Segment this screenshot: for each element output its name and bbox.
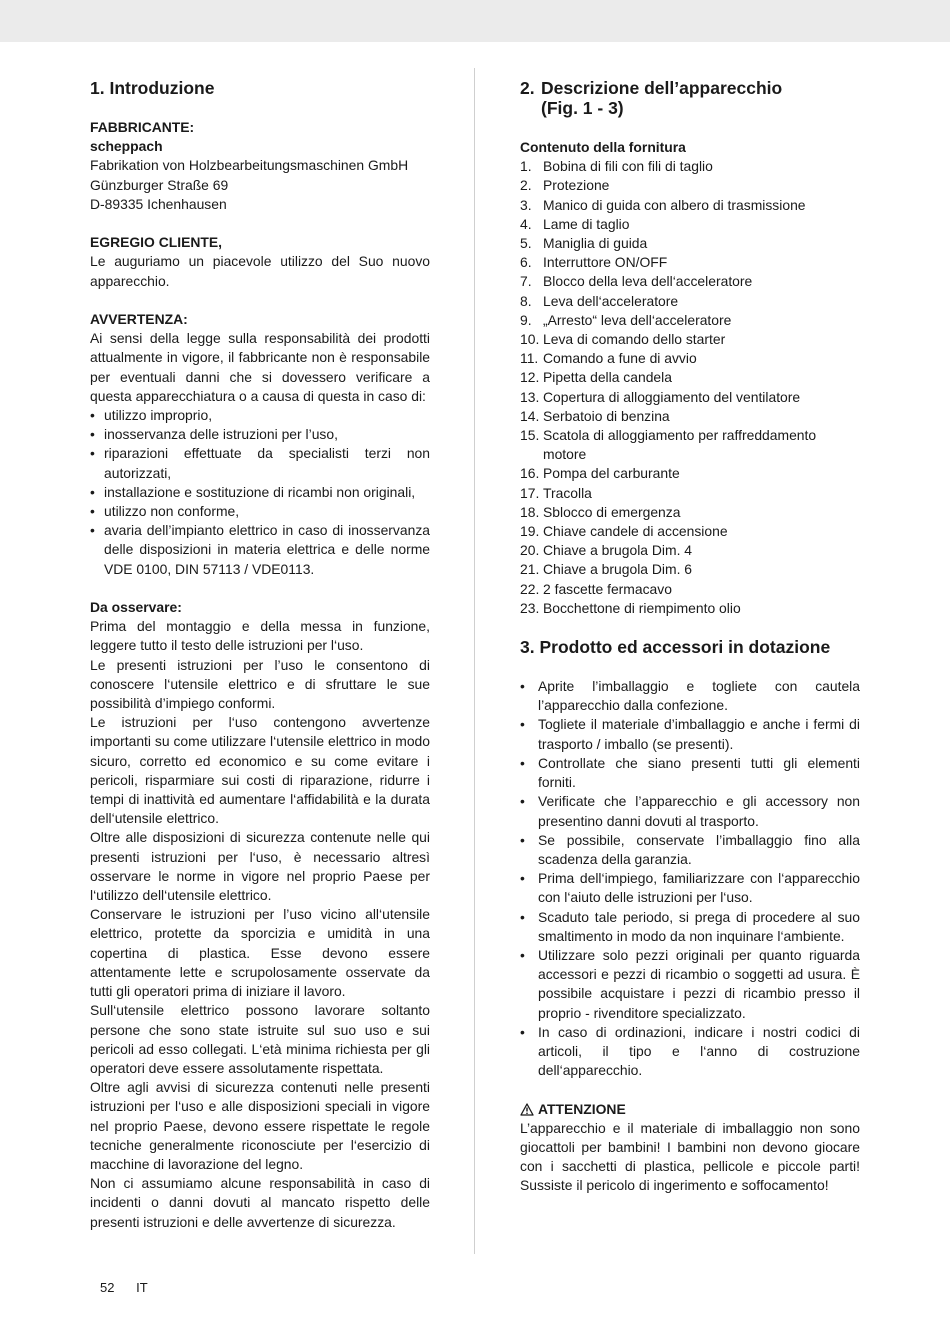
part-number: 23. — [520, 599, 540, 616]
part-number: 4. — [520, 215, 532, 232]
list-item: • utilizzo non conforme, — [90, 502, 430, 521]
part-number: 22. — [520, 580, 540, 597]
parts-list-item — [520, 272, 860, 291]
part-name: Bobina di fili con fili di taglio — [543, 158, 713, 175]
part-number: 13. — [520, 388, 540, 405]
part-name: Protezione — [543, 177, 610, 194]
part-number: 6. — [520, 254, 532, 271]
parts-list-item — [520, 522, 860, 541]
part-number: 20. — [520, 542, 540, 559]
list-item: • riparazioni effettuate da specialisti terzi non autorizzati, — [90, 444, 430, 482]
parts-list-item — [520, 368, 860, 387]
warning-label: AVVERTENZA: — [90, 311, 188, 327]
list-item: • Utilizzare solo pezzi originali per quanto riguarda accessori e pezzi di ricambio o soggetti ad usura. È possibile acquistare i pezzi di ricambio presso il proprio - rivenditore specializzato. — [520, 946, 860, 1023]
part-name: Chiave a brugola Dim. 6 — [543, 561, 693, 578]
list-item: • Togliete il materiale d’imballaggio e anche i fermi di trasporto / imballo (se presenti). — [520, 715, 860, 753]
part-number: 1. — [520, 158, 532, 175]
parts-list-item — [520, 484, 860, 503]
part-name: 2 fascette fermacavo — [543, 580, 672, 597]
part-number: 14. — [520, 407, 540, 424]
attention-heading — [520, 1100, 860, 1119]
part-number: 9. — [520, 311, 532, 328]
parts-list-item — [520, 560, 860, 579]
parts-list-item — [520, 330, 860, 349]
observe-paragraph: Conservare le istruzioni per l’uso vicino all‘utensile elettrico, protette da sporcizia e umidità in una copertina di plastica. Esse devono essere attentamente lette e scrupolosamente osservate da tutti gli operatori prima di iniziare il lavoro. — [90, 906, 430, 1000]
parts-list-item — [520, 215, 860, 234]
parts-list-item — [520, 407, 860, 426]
product-title: 3. Prodotto ed accessori in dotazione — [520, 637, 831, 658]
part-number: 12. — [520, 369, 540, 386]
warning-text: Ai sensi della legge sulla responsabilità dei prodotti attualmente in vigore, il fabbricante non è responsabile per eventuali danni che si dovessero verificare a questa apparecchiatura o a causa di questa in caso di: — [90, 330, 430, 404]
part-number: 16. — [520, 465, 540, 482]
parts-list-item — [520, 541, 860, 560]
part-name: Tracolla — [543, 484, 592, 501]
part-name: Manico di guida con albero di trasmissione — [543, 196, 806, 213]
address-line: Fabrikation von Holzbearbeitungsmaschinen GmbH — [90, 157, 409, 174]
parts-list-item — [520, 426, 860, 464]
list-item: • Prima dell‘impiego, familiarizzare con l‘apparecchio con l‘aiuto delle istruzioni per l‘uso. — [520, 869, 860, 907]
manufacturer-name: scheppach — [90, 138, 163, 155]
part-name: Blocco della leva dell‘acceleratore — [543, 273, 753, 290]
description-title-line: Descrizione dell’apparecchio — [541, 78, 783, 98]
product-list — [520, 677, 860, 1080]
observe-paragraph: Le presenti istruzioni per l’uso le consentono di conoscere l‘utensile elettrico e di sfruttare le sue possibilità d’impiego conformi. — [90, 656, 430, 712]
part-number: 8. — [520, 292, 532, 309]
part-name: Copertura di alloggiamento del ventilatore — [543, 388, 801, 405]
list-item: • Verificate che l’apparecchio e gli accessory non presentino danni dovuti al trasporto. — [520, 792, 860, 830]
part-number: 7. — [520, 273, 532, 290]
part-number: 10. — [520, 331, 540, 348]
part-name: Maniglia di guida — [543, 235, 648, 252]
part-number: 18. — [520, 503, 540, 520]
part-name: Scatola di alloggiamento per raffreddamento motore — [543, 427, 817, 463]
list-item: • Se possibile, conservate l’imballaggio fino alla scadenza della garanzia. — [520, 831, 860, 869]
part-number: 21. — [520, 561, 540, 578]
observe-paragraph: Le istruzioni per l‘uso contengono avvertenze importanti su come utilizzare l‘utensile elettrico in modo sicuro, corretto ed economico e su come evitare i pericoli, risparmiare sui costi di riparazione, ridurre i tempi di inattività ed aumentare l‘affidabilità e la durata dell‘utensile elettrico. — [90, 714, 430, 827]
part-name: Pipetta della candela — [543, 369, 672, 386]
part-number: 3. — [520, 196, 532, 213]
description-title-line: (Fig. 1 - 3) — [541, 98, 624, 118]
observe-paragraph: Sull‘utensile elettrico possono lavorare soltanto persone che sono state istruite sul suo uso e sui pericoli ad esso collegati. L‘età minima richiesta per gli operatori deve essere assolutamente rispettata. — [90, 1002, 430, 1076]
parts-list — [520, 157, 860, 618]
parts-list-item — [520, 503, 860, 522]
parts-list-item — [520, 176, 860, 195]
parts-list-item — [520, 599, 860, 618]
list-item: • inosservanza delle istruzioni per l’uso, — [90, 425, 430, 444]
list-item: • Scaduto tale periodo, si prega di procedere al suo smaltimento in modo da non inquinare l‘ambiente. — [520, 908, 860, 946]
parts-list-item — [520, 388, 860, 407]
part-name: Sblocco di emergenza — [543, 503, 681, 520]
description-title — [520, 78, 860, 118]
part-name: Chiave a brugola Dim. 4 — [543, 542, 693, 559]
greeting-label: EGREGIO CLIENTE, — [90, 234, 222, 251]
observe-paragraph: Oltre alle disposizioni di sicurezza contenute nelle qui presenti istruzioni per l‘uso, è necessario altresì osservare le norme in vigore nel proprio Paese per l‘utilizzo dell‘utensile elettrico. — [90, 829, 430, 904]
observe-paragraph: Prima del montaggio e della messa in funzione, leggere tutto il testo delle istruzioni per l‘uso. — [90, 618, 430, 654]
attention-text: L’apparecchio e il materiale di imballaggio non sono giocattoli per bambini! I bambini non devono giocare con i sacchetti di plastica, pellicole e piccole parti! Sussiste il pericolo di ingerimento e soffocamento! — [520, 1119, 860, 1194]
list-item: • avaria dell’impianto elettrico in caso di inosservanza delle disposizioni in materia elettrica e delle norme VDE 0100, DIN 57113 / VDE0113. — [90, 521, 430, 579]
left-column — [90, 78, 430, 1232]
part-number: 2. — [520, 177, 532, 194]
parts-list-item — [520, 580, 860, 599]
address-line: D-89335 Ichenhausen — [90, 195, 227, 212]
warning-triangle-icon — [520, 1103, 534, 1116]
part-name: Lame di taglio — [543, 215, 630, 232]
part-name: Chiave candele di accensione — [543, 523, 728, 540]
right-column — [520, 78, 860, 1196]
manufacturer-label: FABBRICANTE: — [90, 119, 195, 135]
attention-label: ATTENZIONE — [538, 1100, 626, 1117]
part-number: 15. — [520, 427, 540, 444]
part-number: 11. — [520, 350, 539, 367]
intro-title: 1. Introduzione — [90, 78, 215, 98]
part-number: 5. — [520, 235, 532, 252]
observe-paragraph: Oltre agli avvisi di sicurezza contenuti nelle presenti istruzioni per l‘uso e alle disposizioni speciali in vigore nel proprio Paese, devono essere rispettate le regole tecniche generalmente riconosciute per l‘esercizio di macchine di lavorazione del legno. — [90, 1079, 430, 1172]
list-item: • In caso di ordinazioni, indicare i nostri codici di articoli, il tipo e l‘anno di costruzione dell‘apparecchio. — [520, 1023, 860, 1081]
parts-list-item — [520, 196, 860, 215]
page-number: 52 — [100, 1280, 115, 1295]
part-name: Serbatoio di benzina — [543, 407, 670, 424]
column-divider — [474, 68, 475, 1254]
greeting-text: Le auguriamo un piacevole utilizzo del Suo nuovo apparecchio. — [90, 253, 430, 289]
parts-list-item — [520, 311, 860, 330]
observe-paragraph: Non ci assumiamo alcune responsabilità in caso di incidenti o danni dovuti al mancato rispetto delle presenti istruzioni e delle avvertenze di sicurezza. — [90, 1175, 430, 1230]
part-number: 19. — [520, 523, 540, 540]
list-item: • installazione e sostituzione di ricambi non originali, — [90, 483, 430, 502]
part-number: 17. — [520, 484, 540, 501]
warning-list — [90, 406, 430, 579]
part-name: Bocchettone di riempimento olio — [543, 599, 741, 616]
contents-label: Contenuto della fornitura — [520, 139, 686, 155]
part-name: „Arresto“ leva dell‘acceleratore — [543, 311, 732, 328]
address-line: Günzburger Straße 69 — [90, 176, 229, 193]
part-name: Leva dell‘acceleratore — [543, 292, 679, 309]
list-item: • Controllate che siano presenti tutti gli elementi forniti. — [520, 754, 860, 792]
parts-list-item — [520, 157, 860, 176]
list-item: • Aprite l’imballaggio e togliete con cautela l’apparecchio dalla confezione. — [520, 677, 860, 715]
parts-list-item — [520, 349, 860, 368]
top-bar — [0, 0, 950, 42]
parts-list-item — [520, 464, 860, 483]
parts-list-item — [520, 253, 860, 272]
page-footer — [100, 1278, 166, 1297]
part-name: Leva di comando dello starter — [543, 331, 726, 348]
description-title-number: 2. — [520, 78, 535, 98]
part-name: Interruttore ON/OFF — [543, 254, 668, 271]
list-item: • utilizzo improprio, — [90, 406, 430, 425]
part-name: Comando a fune di avvio — [543, 350, 697, 367]
parts-list-item — [520, 292, 860, 311]
observe-label: Da osservare: — [90, 599, 182, 616]
part-name: Pompa del carburante — [543, 465, 680, 482]
parts-list-item — [520, 234, 860, 253]
language-code: IT — [136, 1280, 148, 1295]
